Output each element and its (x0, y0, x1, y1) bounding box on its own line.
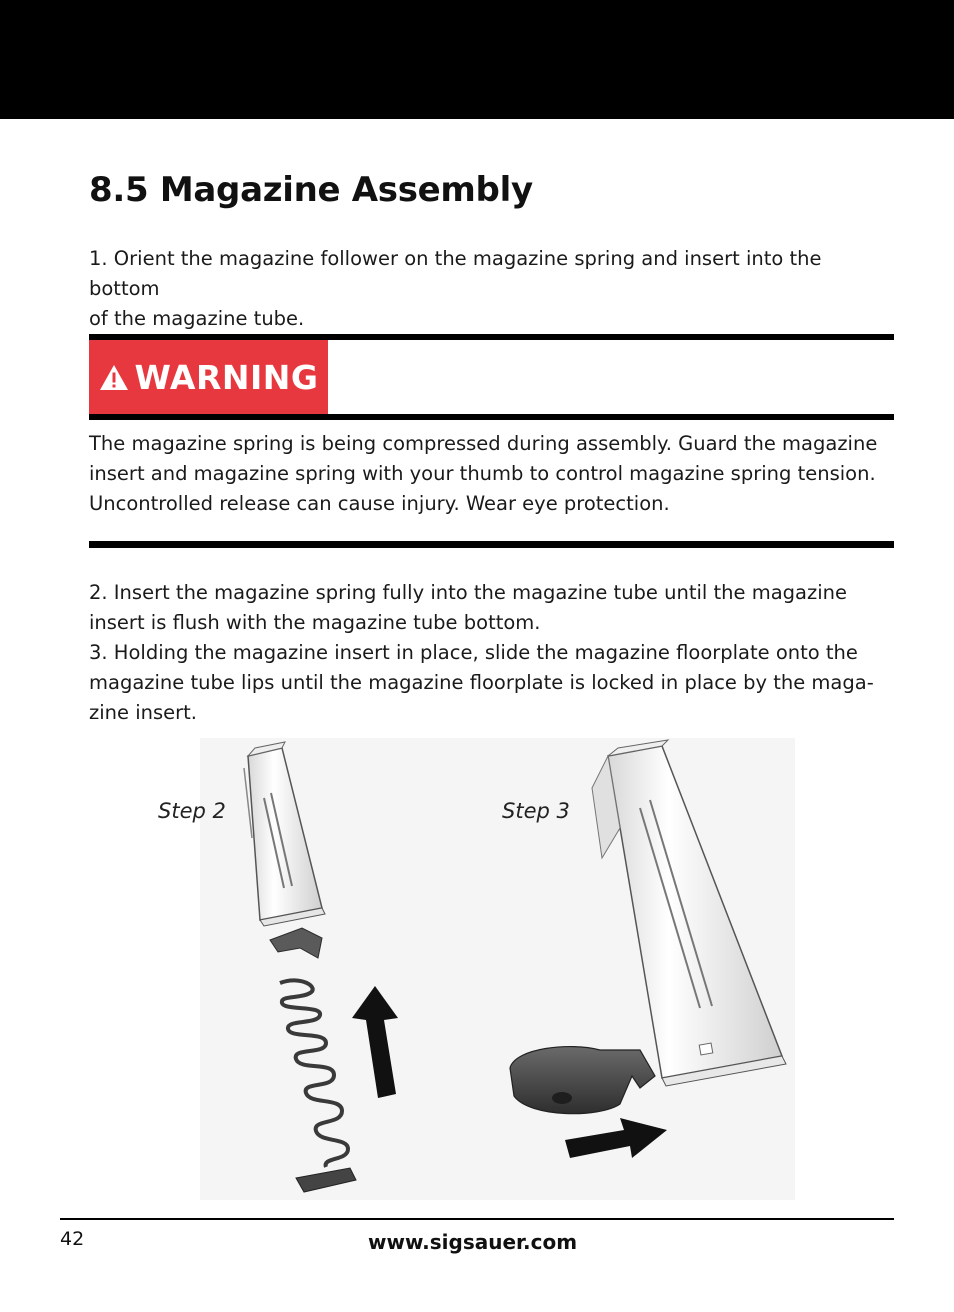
right-arrow-icon (565, 1118, 667, 1158)
footer-url: www.sigsauer.com (368, 1230, 578, 1254)
warning-line: insert and magazine spring with your thumb to control magazine spring tension. (89, 462, 876, 485)
step-1-paragraph (89, 244, 895, 334)
steps-line: insert is flush with the magazine tube bottom. (89, 611, 541, 634)
page-number: 42 (60, 1228, 85, 1250)
step-3-label: Step 3 (502, 799, 570, 823)
footer-rule (60, 1218, 894, 1220)
assembly-illustration (200, 738, 795, 1200)
steps-line: magazine tube lips until the magazine floorplate is locked in place by the maga- (89, 671, 874, 694)
header-bar (0, 0, 954, 119)
warning-label: WARNING (134, 357, 319, 397)
steps-paragraph (89, 578, 895, 728)
warning-mid-rule (89, 414, 894, 420)
warning-line: The magazine spring is being compressed during assembly. Guard the magazine (89, 432, 878, 455)
magazine-assembly-drawing (200, 738, 795, 1200)
steps-line: 2. Insert the magazine spring fully into the magazine tube until the magazine (89, 581, 848, 604)
warning-triangle-icon (99, 364, 129, 391)
step-1-line: 1. Orient the magazine follower on the magazine spring and insert into the bottom (89, 247, 822, 300)
steps-line: zine insert. (89, 701, 198, 724)
step-2-follower (270, 928, 322, 958)
step-2-spring (280, 980, 348, 1167)
warning-badge (89, 340, 328, 414)
step-2-magazine-tube (244, 742, 325, 926)
step-1-line: of the magazine tube. (89, 307, 305, 330)
up-arrow-icon (352, 986, 398, 1098)
steps-line: 3. Holding the magazine insert in place, slide the magazine floorplate onto the (89, 641, 858, 664)
step-3-floorplate (510, 1047, 655, 1114)
step-2-insert (296, 1168, 356, 1192)
warning-bottom-rule (89, 541, 894, 548)
section-title: 8.5 Magazine Assembly (89, 170, 533, 210)
step-2-label: Step 2 (158, 799, 226, 823)
step-3-magazine-tube (592, 740, 786, 1086)
warning-paragraph (89, 429, 895, 519)
warning-line: Uncontrolled release can cause injury. Wear eye protection. (89, 492, 670, 515)
